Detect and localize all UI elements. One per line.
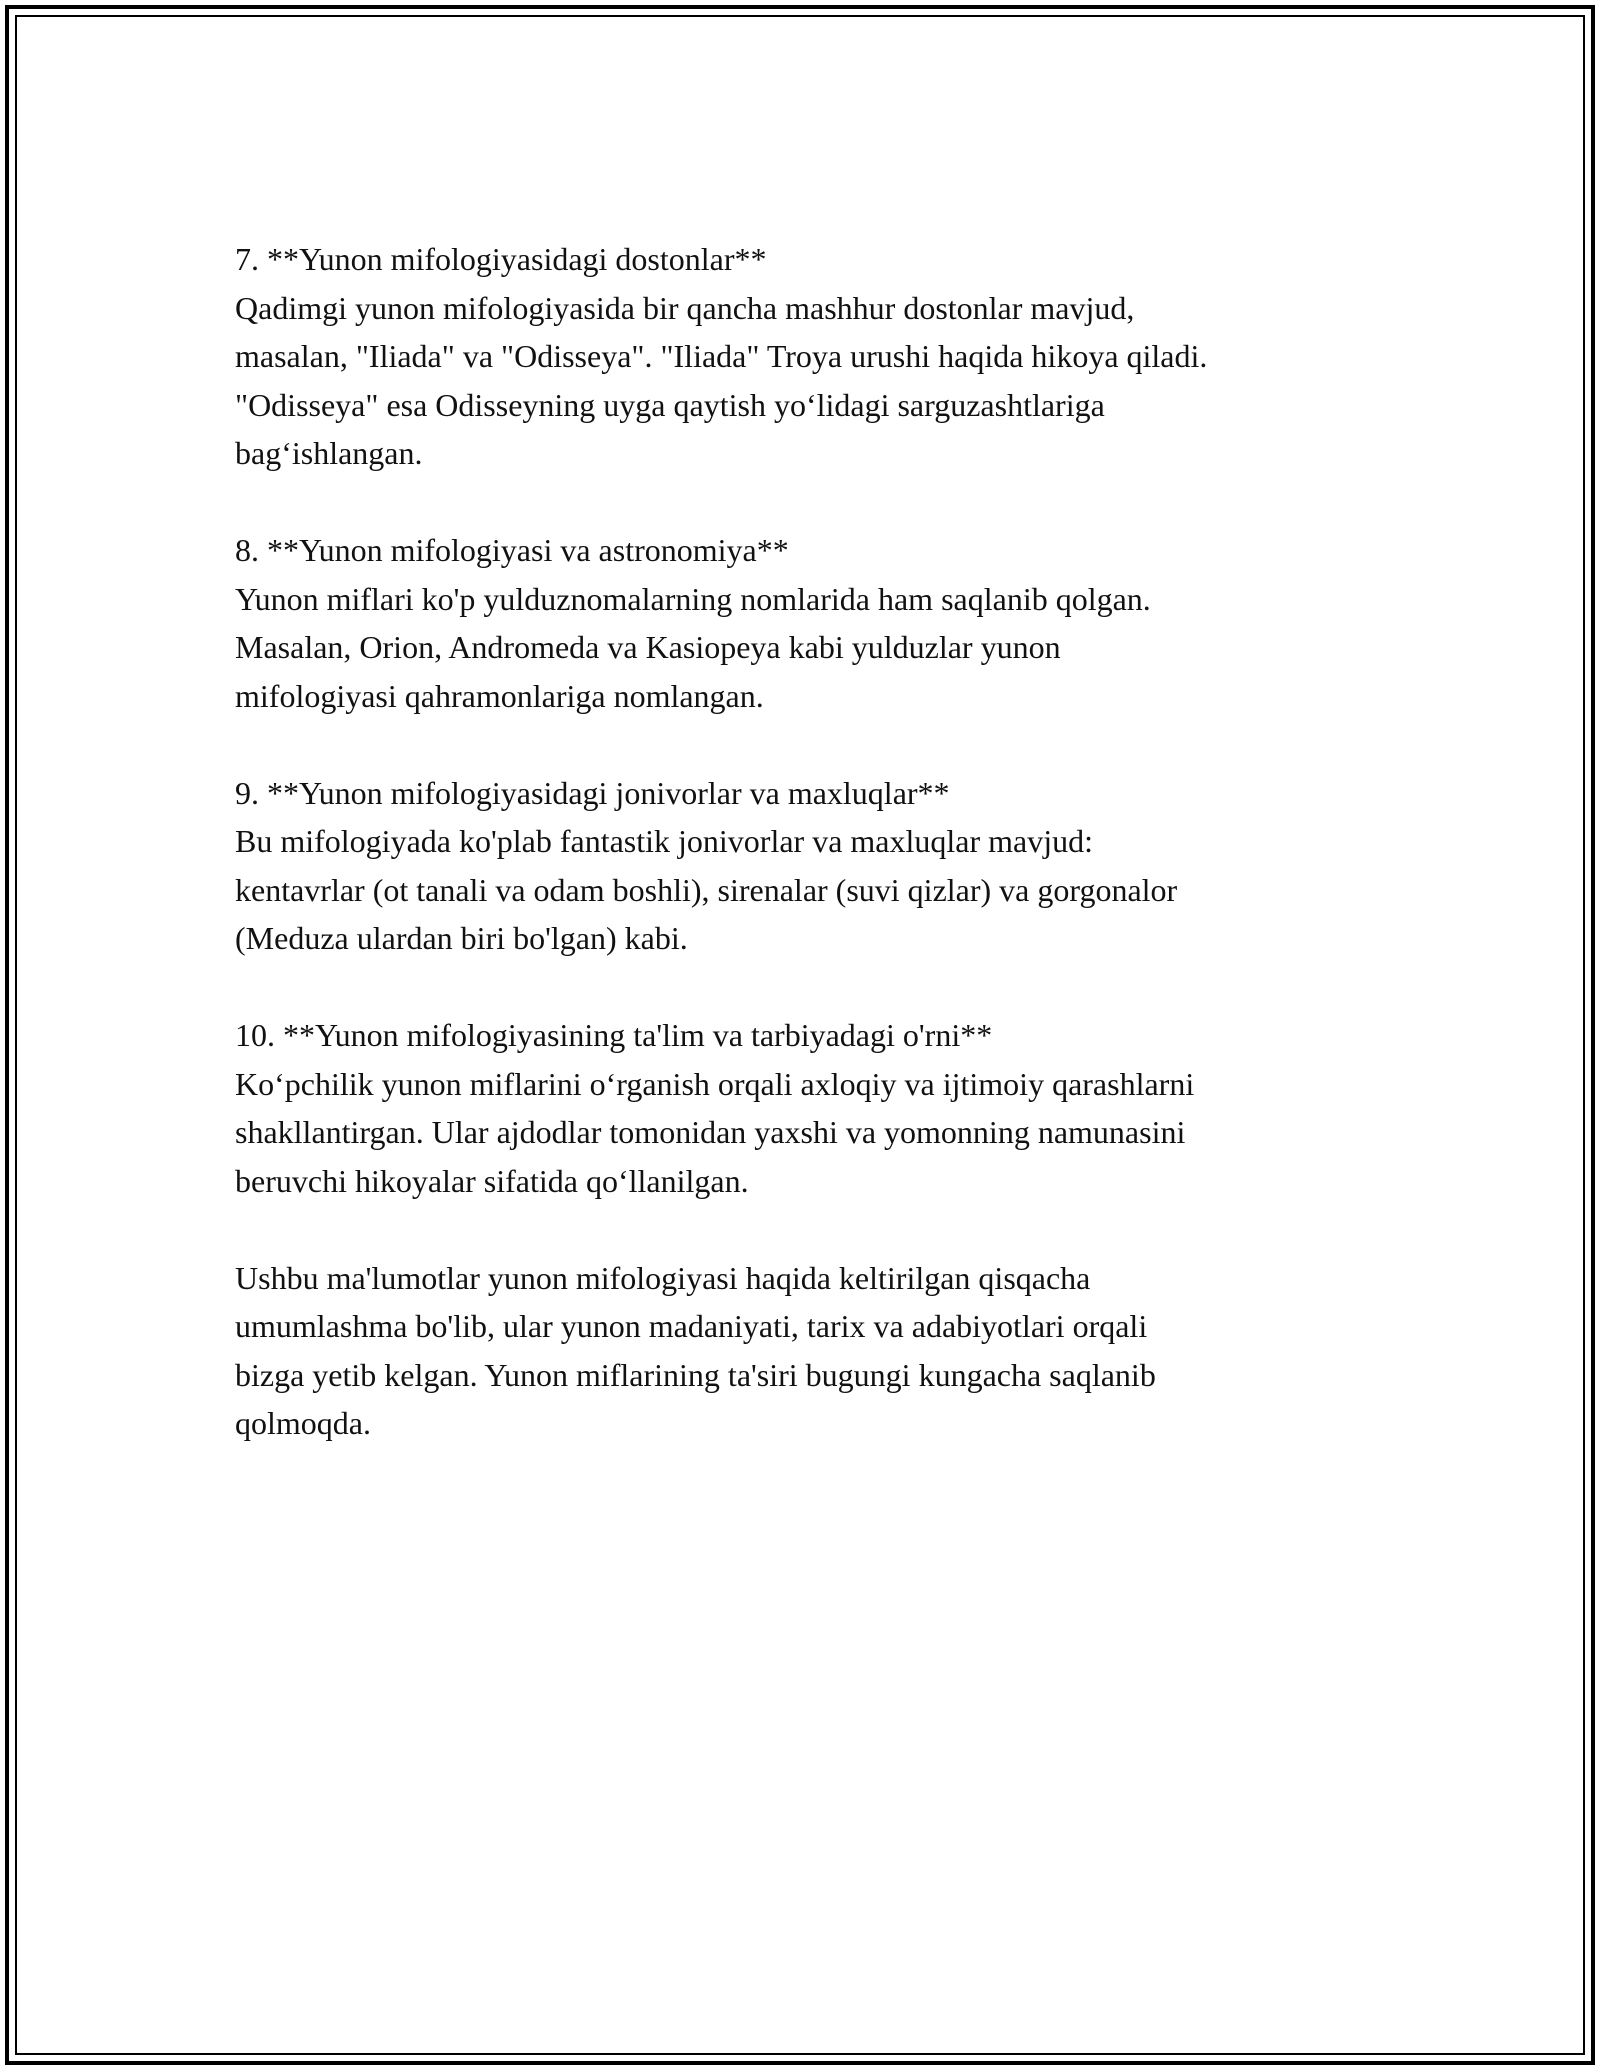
section-dostonlar	[235, 235, 1375, 478]
text-line: Bu mifologiyada ko'plab fantastik jonivorlar va maxluqlar mavjud:	[235, 823, 1094, 859]
text-line: mifologiyasi qahramonlariga nomlangan.	[235, 677, 764, 714]
text-line: bag‘ishlangan.	[235, 435, 423, 471]
section-paragraph	[235, 817, 1375, 963]
text-line: bizga yetib kelgan. Yunon miflarining ta'siri bugungi kungacha saqlanib	[235, 1356, 1156, 1393]
text-line: Qadimgi yunon mifologiyasida bir qancha mashhur dostonlar mavjud,	[235, 289, 1135, 326]
section-title: 10. **Yunon mifologiyasining ta'lim va tarbiyadagi o'rni**	[235, 1017, 993, 1053]
section-title: 8. **Yunon mifologiyasi va astronomiya**	[235, 532, 789, 568]
text-line: "Odisseya" esa Odisseyning uyga qaytish yo‘lidagi sarguzashtlariga	[235, 386, 1105, 423]
document-body	[235, 235, 1375, 1496]
section-jonivorlar	[235, 769, 1375, 963]
text-line: Yunon miflari ko'p yulduznomalarning nomlarida ham saqlanib qolgan.	[235, 580, 1151, 617]
text-line: masalan, "Iliada" va "Odisseya". "Iliada" Troya urushi haqida hikoya qiladi.	[235, 338, 1208, 374]
section-paragraph	[235, 575, 1375, 721]
text-line: shakllantirgan. Ular ajdodlar tomonidan yaxshi va yomonning namunasini	[235, 1114, 1186, 1150]
section-paragraph	[235, 1060, 1375, 1206]
section-astronomiya	[235, 526, 1375, 720]
section-talim	[235, 1011, 1375, 1205]
text-line: qolmoqda.	[235, 1405, 371, 1441]
text-line: Masalan, Orion, Andromeda va Kasiopeya kabi yulduzlar yunon	[235, 629, 1061, 665]
text-line: umumlashma bo'lib, ular yunon madaniyati, tarix va adabiyotlari orqali	[235, 1308, 1148, 1344]
text-line: beruvchi hikoyalar sifatida qo‘llanilgan.	[235, 1162, 749, 1199]
text-line: Ko‘pchilik yunon miflarini o‘rganish orqali axloqiy va ijtimoiy qarashlarni	[235, 1065, 1195, 1102]
section-title: 7. **Yunon mifologiyasidagi dostonlar**	[235, 241, 767, 277]
text-line: (Meduza ulardan biri bo'lgan) kabi.	[235, 920, 688, 956]
section-paragraph	[235, 284, 1375, 478]
section-title: 9. **Yunon mifologiyasidagi jonivorlar va maxluqlar**	[235, 774, 950, 811]
conclusion-paragraph	[235, 1254, 1375, 1448]
text-line: Ushbu ma'lumotlar yunon mifologiyasi haqida keltirilgan qisqacha	[235, 1259, 1091, 1296]
text-line: kentavrlar (ot tanali va odam boshli), sirenalar (suvi qizlar) va gorgonalor	[235, 871, 1178, 908]
